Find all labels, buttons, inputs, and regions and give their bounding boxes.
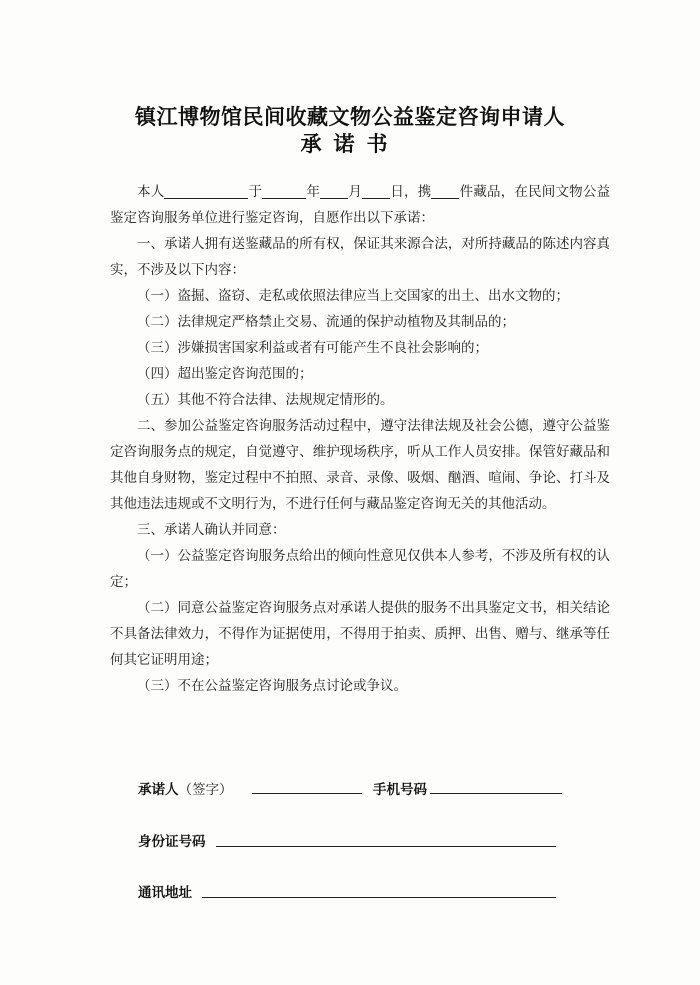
section-1: 一、承诺人拥有送鉴藏品的所有权，保证其来源合法，对所持藏品的陈述内容真实，不涉及以下内容： xyxy=(110,236,610,278)
section-1-item-1: （一）盗掘、盗窃、走私或依照法律应当上交国家的出土、出水文物的； xyxy=(137,288,569,304)
section-1-item-4: （四）超出鉴定咨询范围的； xyxy=(137,366,313,382)
count-blank[interactable] xyxy=(431,184,459,199)
intro-text-4: 月 xyxy=(348,184,363,200)
day-blank[interactable] xyxy=(362,184,390,199)
section-1-item-5: （五）其他不符合法律、法规规定情形的。 xyxy=(137,392,394,408)
document-title: 镇江博物馆民间收藏文物公益鉴定咨询申请人 xyxy=(135,105,565,129)
intro-text-5: 日，携 xyxy=(390,184,432,200)
address-label: 通讯地址 xyxy=(138,885,192,901)
phone-line[interactable] xyxy=(430,793,562,794)
section-3: 三、承诺人确认并同意： xyxy=(137,522,286,538)
intro-text-1: 本人 xyxy=(137,184,165,200)
promisor-label-group xyxy=(138,778,233,798)
section-1-item-2: （二）法律规定严格禁止交易、流通的保护动植物及其制品的； xyxy=(137,314,515,330)
section-1-item-3: （三）涉嫌损害国家利益或者有可能产生不良社会影响的； xyxy=(137,340,488,356)
section-3-item-1: （一）公益鉴定咨询服务点给出的倾向性意见仅供本人参考，不涉及所有权的认定； xyxy=(110,548,610,590)
promisor-note: （签字） xyxy=(178,782,233,798)
section-2: 二、参加公益鉴定咨询服务活动过程中，遵守法律法规及社会公德，遵守公益鉴定咨询服务点的规定，自觉遵守、维护现场秩序，听从工作人员安排。保管好藏品和其他自身财物，鉴定过程中不拍照、录音、录像、吸烟、酗酒、喧闹、争论、打斗及其他违法违规或不文明行为，不进行任何与藏品鉴定咨询无关的其他活动。 xyxy=(110,418,610,512)
section-3-item-2: （二）同意公益鉴定咨询服务点对承诺人提供的服务不出具鉴定文书，相关结论不具备法律效力，不得作为证据使用，不得用于拍卖、质押、出售、赠与、继承等任何其它证明用途； xyxy=(110,600,610,668)
phone-label: 手机号码 xyxy=(373,782,427,798)
intro-text-2: 于 xyxy=(248,184,263,200)
year-blank[interactable] xyxy=(262,184,306,199)
promisor-signature-line[interactable] xyxy=(252,793,362,794)
address-line[interactable] xyxy=(202,897,556,898)
section-3-item-3: （三）不在公益鉴定咨询服务点讨论或争议。 xyxy=(137,678,407,694)
name-blank[interactable] xyxy=(164,184,248,199)
month-blank[interactable] xyxy=(320,184,348,199)
promisor-label: 承诺人 xyxy=(138,782,179,798)
id-number-line[interactable] xyxy=(216,846,556,847)
intro-text-3: 年 xyxy=(306,184,321,200)
intro-paragraph xyxy=(110,179,610,231)
document-subtitle: 承诺书 xyxy=(300,132,400,156)
intro-text-6: 件藏品，在民间文物公益鉴定咨询服务单位进行鉴定咨询，自愿作出以下承诺： xyxy=(110,184,611,226)
document-body xyxy=(110,179,610,699)
id-number-label: 身份证号码 xyxy=(138,834,206,850)
